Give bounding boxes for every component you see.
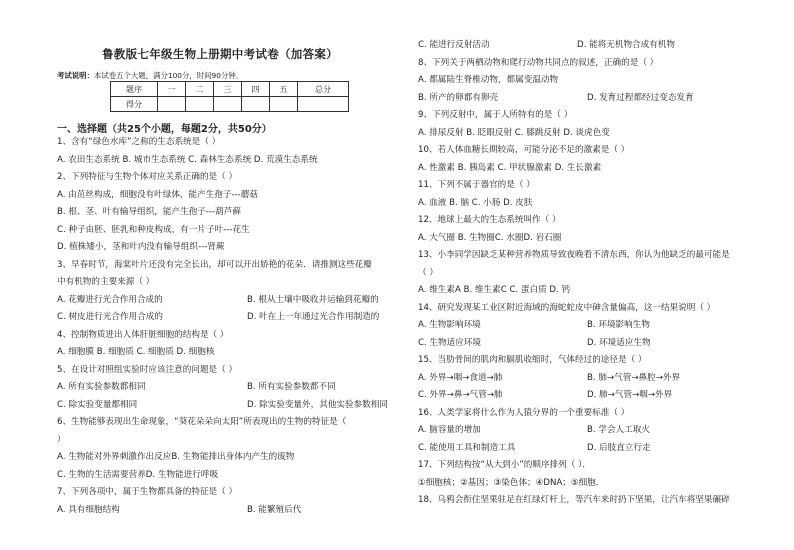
score-cell[interactable] bbox=[186, 97, 214, 112]
question-line: A. 脑容量的增加 bbox=[418, 425, 481, 435]
question-line: B. 所有实验参数都不同 bbox=[247, 382, 336, 392]
question-line: C. 能进行反射活动 bbox=[418, 40, 490, 50]
score-header-row bbox=[111, 82, 349, 97]
question-line: 4、控制物质进出人体肝脏细胞的结构是（ ） bbox=[57, 330, 229, 340]
question-line: 9、下列反射中，属于人所特有的是（ ） bbox=[418, 110, 573, 120]
question-line: A. 生物能对外界刺激作出反应B. 生物能排出身体内产生的废物 bbox=[57, 452, 295, 462]
question-line: A. 都属陆生脊椎动物，都属变温动物 bbox=[418, 75, 559, 85]
question-line: 5、在设计对照组实验时应该注意的问题是（ ） bbox=[57, 365, 238, 375]
question-line: C. 种子由胚、胚乳和种皮构成，有一片子叶---花生 bbox=[57, 225, 250, 235]
question-line: C. 外界→鼻→气管→肺 bbox=[418, 390, 503, 400]
question-line: B. 学会人工取火 bbox=[587, 425, 650, 435]
question-line: 10、若人体血糖长期较高，可能分泌不足的激素是（ ） bbox=[418, 145, 630, 155]
question-line: 11、下列不属于器官的是（ ） bbox=[418, 180, 535, 190]
question-line: 2、下列特征与生物个体对应关系正确的是（ ） bbox=[57, 172, 238, 182]
question-line: A. 血液 B. 脑 C. 小肠 D. 皮肤 bbox=[418, 198, 533, 208]
question-line: D. 发育过程都经过变态发育 bbox=[587, 93, 694, 103]
question-line: D. 环境适应生物 bbox=[587, 338, 651, 348]
score-cell: 四 bbox=[242, 82, 270, 97]
question-line: 3、早春时节，海棠叶片还没有完全长出，却可以开出娇艳的花朵．请推测这些花瓣 bbox=[57, 260, 372, 270]
question-line: 8、下列关于两栖动物和爬行动物共同点的叙述，正确的是（ ） bbox=[418, 58, 659, 68]
question-line: B. 肺→气管→鼻腔→外界 bbox=[587, 373, 681, 383]
question-line: B. 所产的卵都有卵壳 bbox=[418, 93, 499, 103]
question-line: 12、地球上最大的生态系统叫作（ ） bbox=[418, 215, 561, 225]
question-line: 6、生物能够表现出生命现象，“葵花朵朵向太阳”所表现出的生物的特征是（ bbox=[57, 417, 347, 427]
page-title: 鲁教版七年级生物上册期中考试卷（加答案） bbox=[102, 47, 338, 61]
score-cell[interactable] bbox=[270, 97, 298, 112]
instructions-label: 考试说明： bbox=[57, 71, 94, 80]
question-line: 18、乌鸦会衔住坚果驻足在红绿灯杆上，等汽车来时扔下坚果，让汽车将坚果碾碎 bbox=[418, 495, 730, 505]
question-line: A. 生物影响环境 bbox=[418, 320, 481, 330]
question-line: 17、下列结构按“从大到小”的顺序排列（ ）． bbox=[418, 460, 591, 470]
question-line: D. 后肢直立行走 bbox=[587, 443, 651, 453]
question-line: A. 由茁丝构成，细胞没有叶绿体，能产生孢子---蘑菇 bbox=[57, 190, 258, 200]
question-line: B. 能繁殖后代 bbox=[247, 505, 302, 515]
score-cell[interactable] bbox=[298, 97, 349, 112]
score-cell: 得分 bbox=[111, 97, 158, 112]
instructions-text: 本试卷五个大题，满分100分，时间90分钟． bbox=[93, 71, 244, 80]
question-line: A. 具有细胞结构 bbox=[57, 505, 120, 515]
score-cell[interactable] bbox=[214, 97, 242, 112]
score-cell[interactable] bbox=[242, 97, 270, 112]
question-line: A. 性激素 B. 胰岛素 C. 甲状腺激素 D. 生长激素 bbox=[418, 163, 602, 173]
question-line: A. 所有实验参数都相同 bbox=[57, 382, 146, 392]
score-table bbox=[110, 81, 349, 112]
question-line: C. 树皮进行光合作用合成的 bbox=[57, 312, 163, 322]
question-line: C. 能使用工具和制造工具 bbox=[418, 443, 516, 453]
question-line: A. 大气圈 B. 生物圈C. 水圈D. 岩石圈 bbox=[418, 233, 562, 243]
question-line: A. 外界→咽→食道→肺 bbox=[418, 373, 503, 383]
section-heading: 一、选择题（共25个小题，每题2分，共50分） bbox=[57, 124, 272, 135]
question-line: D. 植株矮小，茎和叶内没有输导组织---肾蕨 bbox=[57, 242, 225, 252]
question-line: C. 生物的生活需要营养D. 生物能进行呼吸 bbox=[57, 470, 219, 480]
question-line: A. 排尿反射 B. 眨眼反射 C. 膝跳反射 D. 谈虎色变 bbox=[418, 128, 610, 138]
question-line: ①细胞核；②基因；③染色体；④DNA；⑤细胞． bbox=[418, 478, 605, 488]
question-line: B. 环境影响生物 bbox=[587, 320, 650, 330]
question-line: D. 肺→气管→咽→外界 bbox=[587, 390, 673, 400]
question-line: A. 农田生态系统 B. 城市生态系统 C. 森林生态系统 D. 荒漠生态系统 bbox=[57, 155, 318, 165]
score-value-row bbox=[111, 97, 349, 112]
score-cell: 二 bbox=[186, 82, 214, 97]
question-line: 7、下列各项中，属于生物都具备的特征是（ ） bbox=[57, 487, 238, 497]
question-line: 1、含有“绿色水库”之称的生态系统是（ ） bbox=[57, 137, 221, 147]
question-line: 15、当肋骨间的肌肉和膈肌收缩时，气体经过的途径是（ ） bbox=[418, 355, 647, 365]
question-line: 16、人类学家将什么作为人猿分界的一个重要标准（ ） bbox=[418, 408, 630, 418]
score-cell: 题序 bbox=[111, 82, 158, 97]
question-line: A. 维生素A B. 维生素C C. 蛋白质 D. 钙 bbox=[418, 285, 571, 295]
question-line: （ ） bbox=[418, 268, 438, 278]
question-line: A. 花瓣进行光合作用合成的 bbox=[57, 295, 163, 305]
score-cell: 总分 bbox=[298, 82, 349, 97]
score-cell: 五 bbox=[270, 82, 298, 97]
score-cell[interactable] bbox=[158, 97, 186, 112]
question-line: C. 除实验变量都相同 bbox=[57, 400, 138, 410]
question-line: C. 生物适应环境 bbox=[418, 338, 482, 348]
exam-instructions bbox=[57, 70, 243, 81]
question-line: 14、研究发现某工业区附近海域的海蛇蛇皮中砷含量偏高，这一结果说明（ ） bbox=[418, 303, 716, 313]
question-line: D. 叶在上一年通过光合作用制造的 bbox=[247, 312, 380, 322]
score-cell: 三 bbox=[214, 82, 242, 97]
score-cell: 一 bbox=[158, 82, 186, 97]
question-line: D. 能将无机物合成有机物 bbox=[577, 40, 676, 50]
question-line: B. 根、茎、叶有输导组织，能产生孢子---葫芦藓 bbox=[57, 207, 241, 217]
question-line: ） bbox=[57, 435, 66, 445]
question-line: 13、小李同学因缺乏某种营养物质导致夜晚看不清东西，你认为他缺乏的最可能是 bbox=[418, 250, 730, 260]
question-line: A. 细胞膜 B. 细胞质 C. 细胞质 D. 细胞核 bbox=[57, 347, 215, 357]
question-line: B. 根从土壤中吸收并运输到花瓣的 bbox=[247, 295, 379, 305]
question-line: D. 除实验变量外，其他实验参数相同 bbox=[247, 400, 388, 410]
question-line: 中有机物的主要来源（ ） bbox=[57, 277, 155, 287]
